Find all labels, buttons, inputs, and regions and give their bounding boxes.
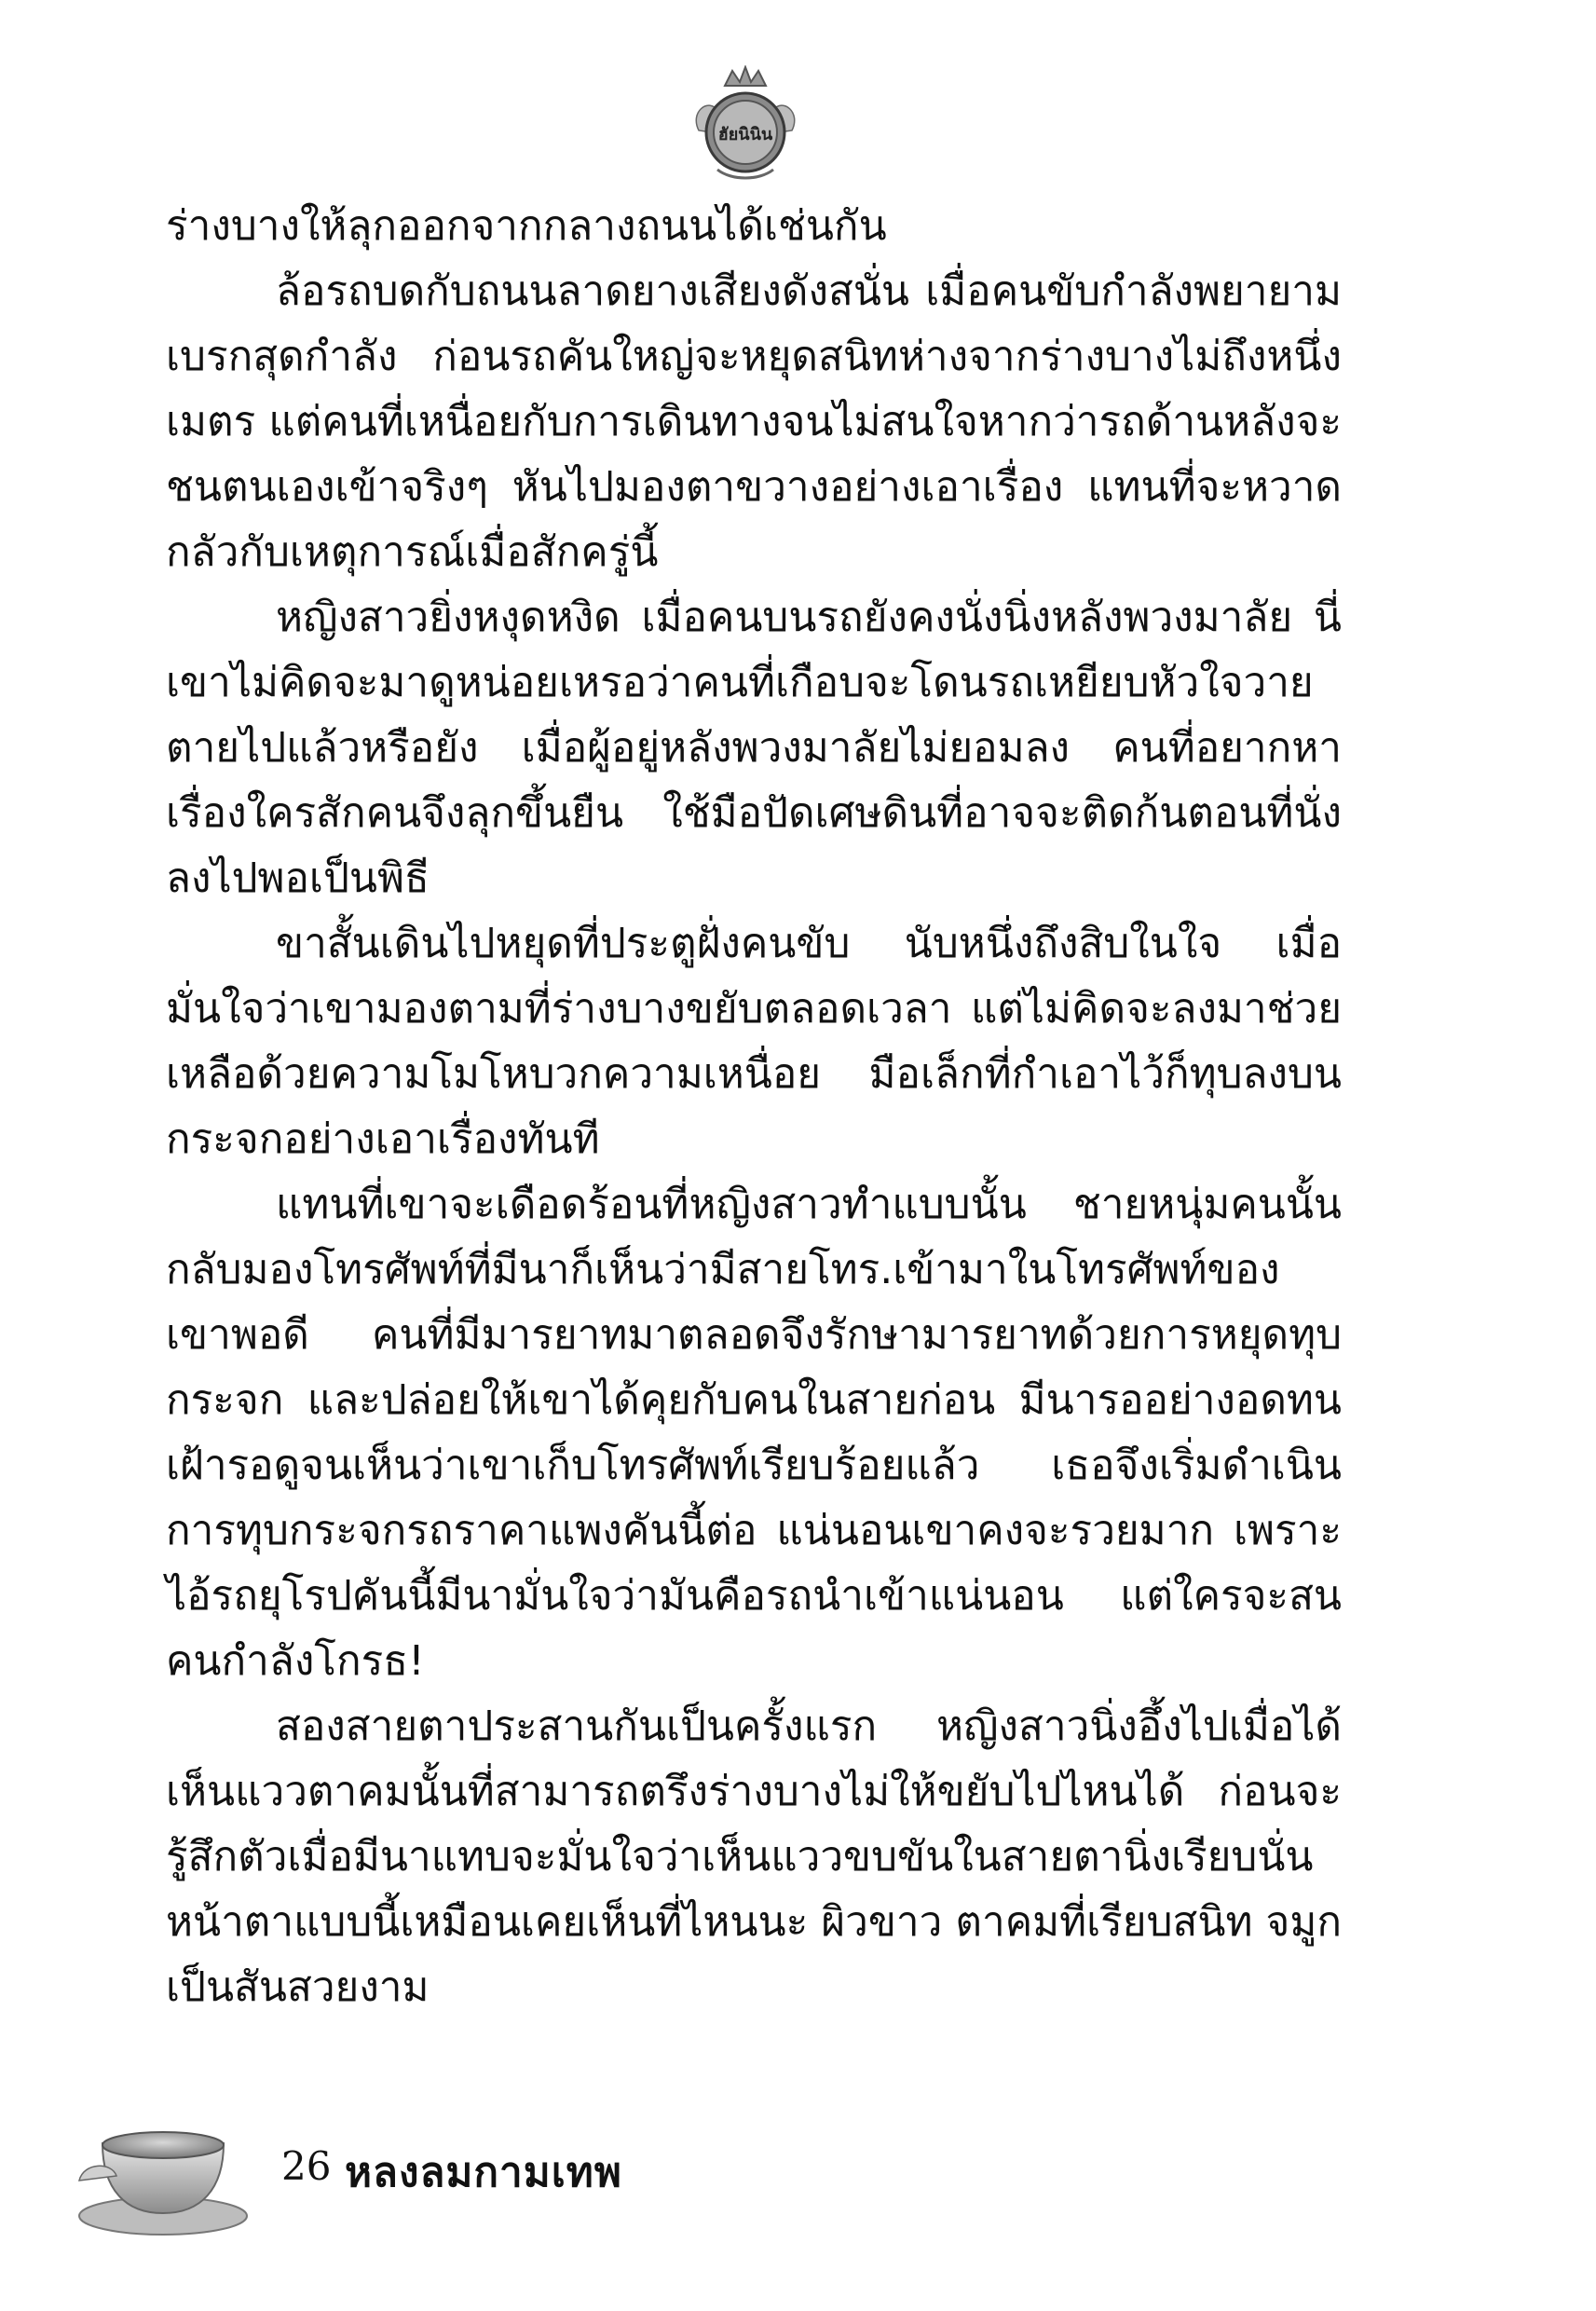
logo-text: ฮัยนินิน bbox=[717, 125, 773, 144]
publisher-seal-icon bbox=[689, 65, 801, 186]
page-number: 26 bbox=[281, 2143, 332, 2189]
book-title: หลงลมกามเทพ bbox=[345, 2149, 622, 2196]
paragraph-6: สองสายตาประสานกันเป็นครั้งแรก หญิงสาวนิ่งอึ้งไปเมื่อได้เห็นแววตาคมนั้นที่สามารถตรึงร่างบางไม่ให้ขยับไปไหนได้ ก่อนจะรู้สึกตัวเมื่อมีนาแทบจะมั่นใจว่าเห็นแววขบขันในสายตานิ่งเรียบนั่น หน้าตาแบบนี้เหมือนเคยเห็นที่ไหนนะ ผิวขาว ตาคมที่เรียบสนิท จมูกเป็นสันสวยงาม bbox=[166, 1702, 1342, 2011]
paragraph-1: ร่างบางให้ลุกออกจากกลางถนนได้เช่นกัน bbox=[166, 202, 887, 250]
paragraph-2: ล้อรถบดกับถนนลาดยางเสียงดังสนั่น เมื่อคนขับกำลังพยายามเบรกสุดกำลัง ก่อนรถคันใหญ่จะหยุดสนิทห่างจากร่างบางไม่ถึงหนึ่งเมตร แต่คนที่เหนื่อยกับการเดินทางจนไม่สนใจหากว่ารถด้านหลังจะชนตนเองเข้าจริงๆ หันไปมองตาขวางอย่างเอาเรื่อง แทนที่จะหวาดกลัวกับเหตุการณ์เมื่อสักครู่นี้ bbox=[166, 267, 1342, 576]
body-text bbox=[166, 194, 1342, 2020]
paragraph-4: ขาสั้นเดินไปหยุดที่ประตูฝั่งคนขับ นับหนึ่งถึงสิบในใจ เมื่อมั่นใจว่าเขามองตามที่ร่างบางขยับตลอดเวลา แต่ไม่คิดจะลงมาช่วยเหลือด้วยความโมโหบวกความเหนื่อย มือเล็กที่กำเอาไว้ก็ทุบลงบนกระจกอย่างเอาเรื่องทันที bbox=[166, 920, 1342, 1163]
page-footer bbox=[75, 2106, 727, 2246]
paragraph-5: แทนที่เขาจะเดือดร้อนที่หญิงสาวทำแบบนั้น ชายหนุ่มคนนั้นกลับมองโทรศัพท์ที่มีนาก็เห็นว่ามีสายโทร.เข้ามาในโทรศัพท์ของเขาพอดี คนที่มีมารยาทมาตลอดจึงรักษามารยาทด้วยการหยุดทุบกระจก และปล่อยให้เขาได้คุยกับคนในสายก่อน มีนารออย่างอดทน เฝ้ารอดูจนเห็นว่าเขาเก็บโทรศัพท์เรียบร้อยแล้ว เธอจึงเริ่มดำเนินการทุบกระจกรถราคาแพงคันนี้ต่อ แน่นอนเขาคงจะรวยมาก เพราะไอ้รถยุโรปคันนี้มีนามั่นใจว่ามันคือรถนำเข้าแน่นอน แต่ใครจะสน คนกำลังโกรธ! bbox=[166, 1181, 1342, 1685]
paragraph-3: หญิงสาวยิ่งหงุดหงิด เมื่อคนบนรถยังคงนั่งนิ่งหลังพวงมาลัย นี่เขาไม่คิดจะมาดูหน่อยเหรอว่าคนที่เกือบจะโดนรถเหยียบหัวใจวายตายไปแล้วหรือยัง เมื่อผู้อยู่หลังพวงมาลัยไม่ยอมลง คนที่อยากหาเรื่องใครสักคนจึงลุกขึ้นยืน ใช้มือปัดเศษดินที่อาจจะติดก้นตอนที่นั่งลงไปพอเป็นพิธี bbox=[166, 594, 1342, 902]
tea-cup-icon bbox=[75, 2106, 261, 2246]
